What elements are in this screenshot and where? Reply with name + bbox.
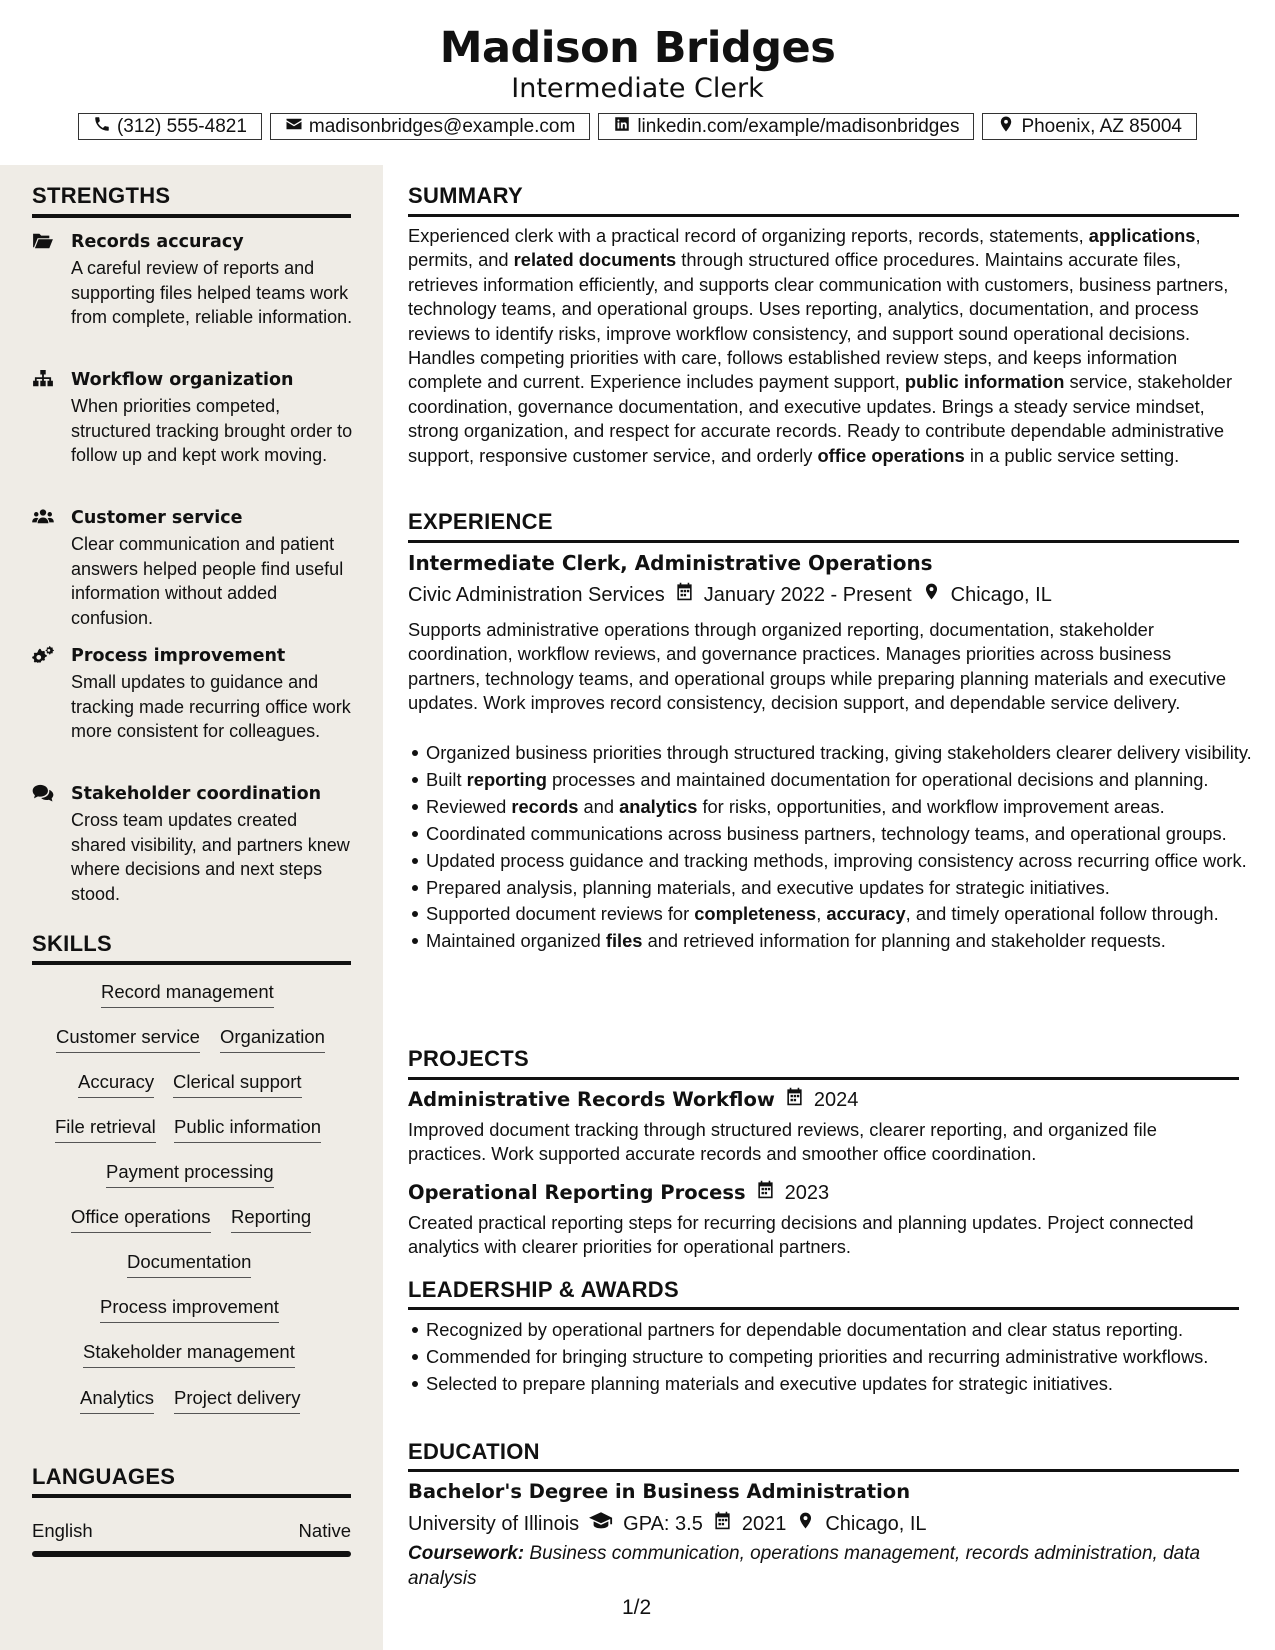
project-title-row (408, 1180, 829, 1206)
project-year: 2023 (784, 1182, 830, 1204)
skill-tag: Stakeholder management (83, 1340, 295, 1368)
phone-text: (312) 555-4821 (116, 115, 247, 137)
experience-rule (408, 540, 1239, 543)
candidate-title: Intermediate Clerk (511, 73, 764, 104)
job-bullet: Maintained organized files and retrieved information for planning and stakeholder requests. (426, 929, 1258, 953)
calendar-icon (756, 1180, 775, 1206)
skill-tag: Payment processing (106, 1160, 274, 1188)
skill-tag: Office operations (71, 1205, 211, 1233)
map-pin-icon (997, 115, 1015, 139)
skill-tag: Record management (101, 980, 274, 1008)
projects-heading: PROJECTS (408, 1046, 529, 1071)
skill-tag: Project delivery (174, 1386, 300, 1414)
job-bullet: Supported document reviews for completeness, accuracy, and timely operational follow through. (426, 902, 1258, 926)
strength-desc: When priorities competed, structured tracking brought order to follow up and kept work moving. (71, 396, 353, 465)
location-text: Phoenix, AZ 85004 (1021, 115, 1183, 137)
languages-rule (32, 1494, 351, 1498)
job-bullet: Built reporting processes and maintained documentation for operational decisions and planning. (426, 768, 1258, 792)
emphasis-text: accuracy (826, 903, 906, 925)
emphasis-text: records (511, 795, 579, 817)
school-name: University of Illinois (408, 1513, 580, 1535)
experience-heading: EXPERIENCE (408, 509, 553, 534)
emphasis-text: files (605, 930, 643, 952)
projects-rule (408, 1077, 1239, 1080)
emphasis-text: applications (1088, 225, 1196, 246)
skill-tag: Organization (220, 1025, 325, 1053)
education-meta (408, 1511, 927, 1537)
graduation-year: 2021 (741, 1513, 787, 1535)
comments-icon (32, 784, 56, 804)
emphasis-text: public information (904, 371, 1065, 393)
strength-title: Records accuracy (71, 232, 244, 252)
map-pin-icon (796, 1511, 815, 1537)
emphasis-text: reporting (466, 768, 547, 790)
contact-email[interactable] (270, 113, 590, 140)
project-description: Improved document tracking through structured reviews, clearer reporting, and organized file practices. Work supported accurate records and smoother office coordination. (408, 1119, 1157, 1165)
job-meta (408, 582, 1052, 608)
language-level: Native (298, 1520, 351, 1541)
users-icon (32, 508, 56, 528)
education-rule (408, 1469, 1239, 1472)
project-title: Administrative Records Workflow (408, 1088, 775, 1111)
summary-text: Experienced clerk with a practical record of organizing reports, records, statements, applications, permits, and related documents through structured office procedures. Maintains accurate files, retrieves information efficiently, and supports clear communication with customers, business partners, technology teams, and operational groups. Uses reporting, analytics, documentation, and process reviews to identify risks, improve workflow consistency, and support sound operational decisions. Handles competing priorities with care, follows established review steps, and keeps information complete and current. Experience includes payment support, public information service, stakeholder coordination, governance documentation, and executive updates. Brings a steady service mindset, strong organization, and respect for accurate records. Ready to contribute dependable administrative support, responsive customer service, and orderly office operations in a public service setting. (408, 225, 1233, 466)
education-heading: EDUCATION (408, 1439, 540, 1464)
linkedin-icon (613, 115, 631, 139)
languages-heading: LANGUAGES (32, 1464, 176, 1489)
contact-bar (0, 113, 1275, 140)
emphasis-text: office operations (817, 444, 965, 466)
calendar-icon (675, 582, 694, 608)
coursework-label: Coursework: (408, 1543, 525, 1564)
job-bullet: Updated process guidance and tracking methods, improving consistency across recurring office work. (426, 849, 1258, 873)
project-title-row (408, 1087, 858, 1113)
job-bullet: Coordinated communications across business partners, technology teams, and operational groups. (426, 822, 1258, 846)
contact-location[interactable] (982, 113, 1197, 140)
linkedin-text: linkedin.com/example/madisonbridges (637, 115, 960, 137)
leadership-bullets (408, 1318, 1258, 1399)
page-number: 1/2 (622, 1596, 652, 1619)
leadership-rule (408, 1307, 1239, 1310)
leadership-bullet: Recognized by operational partners for dependable documentation and clear status reporting. (426, 1318, 1258, 1342)
calendar-icon (713, 1511, 732, 1537)
candidate-name: Madison Bridges (439, 23, 836, 73)
calendar-icon (785, 1087, 804, 1113)
company-name: Civic Administration Services (408, 584, 665, 606)
summary-heading: SUMMARY (408, 183, 523, 208)
job-bullet: Reviewed records and analytics for risks, opportunities, and workflow improvement areas. (426, 795, 1258, 819)
strengths-heading: STRENGTHS (32, 183, 171, 208)
contact-phone[interactable] (78, 113, 262, 140)
coursework-text: Business communication, operations management, records administration, data analysis (408, 1543, 1201, 1589)
leadership-heading: LEADERSHIP & AWARDS (408, 1277, 679, 1302)
language-name: English (32, 1520, 93, 1541)
job-title: Intermediate Clerk, Administrative Operations (408, 551, 933, 575)
job-bullet: Organized business priorities through structured tracking, giving stakeholders clearer delivery visibility. (426, 741, 1258, 765)
skills-rule (32, 961, 351, 965)
strength-title: Stakeholder coordination (71, 784, 322, 804)
leadership-bullet: Selected to prepare planning materials and executive updates for strategic initiatives. (426, 1372, 1258, 1396)
leadership-bullet: Commended for bringing structure to competing priorities and recurring administrative workflows. (426, 1345, 1258, 1369)
strengths-rule (32, 214, 351, 218)
skill-tag: Documentation (127, 1250, 251, 1278)
summary-rule (408, 214, 1239, 217)
emphasis-text: related documents (513, 249, 677, 271)
skill-tag: File retrieval (55, 1115, 156, 1143)
folder-open-icon (32, 232, 56, 252)
project-title: Operational Reporting Process (408, 1181, 746, 1204)
project-description: Created practical reporting steps for recurring decisions and planning updates. Project connected analytics with clearer priorities for operational partners. (408, 1212, 1194, 1258)
strength-desc: Small updates to guidance and tracking made recurring office work more consistent for colleagues. (71, 672, 351, 741)
strength-title: Process improvement (71, 646, 286, 666)
skill-tag: Analytics (80, 1386, 154, 1414)
graduation-cap-icon (589, 1511, 613, 1537)
job-description: Supports administrative operations through organized reporting, documentation, stakeholder coordination, workflow reviews, and governance practices. Manages priorities across business partners, technology teams, and operational groups while preparing planning materials and executive updates. Work improves record consistency, decision support, and dependable service delivery. (408, 619, 1227, 714)
contact-linkedin[interactable] (598, 113, 974, 140)
job-location: Chicago, IL (950, 584, 1052, 606)
phone-icon (93, 115, 111, 139)
gpa: GPA: 3.5 (623, 1513, 703, 1535)
skill-tag: Reporting (231, 1205, 311, 1233)
degree-title: Bachelor's Degree in Business Administration (408, 1480, 911, 1503)
map-pin-icon (922, 582, 941, 608)
skill-tag: Clerical support (173, 1070, 302, 1098)
coursework (408, 1541, 1240, 1591)
education-location: Chicago, IL (825, 1513, 927, 1535)
skill-tag: Accuracy (78, 1070, 154, 1098)
skill-tag: Customer service (56, 1025, 200, 1053)
sitemap-icon (32, 370, 56, 390)
skills-heading: SKILLS (32, 931, 113, 956)
strength-desc: Cross team updates created shared visibility, and partners knew where decisions and next steps stood. (71, 810, 350, 904)
strength-desc: A careful review of reports and supporting files helped teams work from complete, reliable information. (71, 258, 353, 327)
gears-icon (32, 646, 56, 666)
strength-title: Workflow organization (71, 370, 294, 390)
emphasis-text: completeness (694, 903, 817, 925)
skill-tag: Public information (174, 1115, 321, 1143)
job-bullets (408, 741, 1258, 956)
envelope-icon (285, 115, 303, 139)
emphasis-text: analytics (619, 795, 698, 817)
language-level-bar (32, 1551, 351, 1557)
email-text: madisonbridges@example.com (308, 115, 576, 137)
job-bullet: Prepared analysis, planning materials, and executive updates for strategic initiatives. (426, 876, 1258, 900)
project-year: 2024 (813, 1089, 859, 1111)
job-dates: January 2022 - Present (703, 584, 912, 606)
strength-title: Customer service (71, 508, 243, 528)
strength-desc: Clear communication and patient answers helped people find useful information without added confusion. (71, 534, 344, 628)
skill-tag: Process improvement (100, 1295, 279, 1323)
